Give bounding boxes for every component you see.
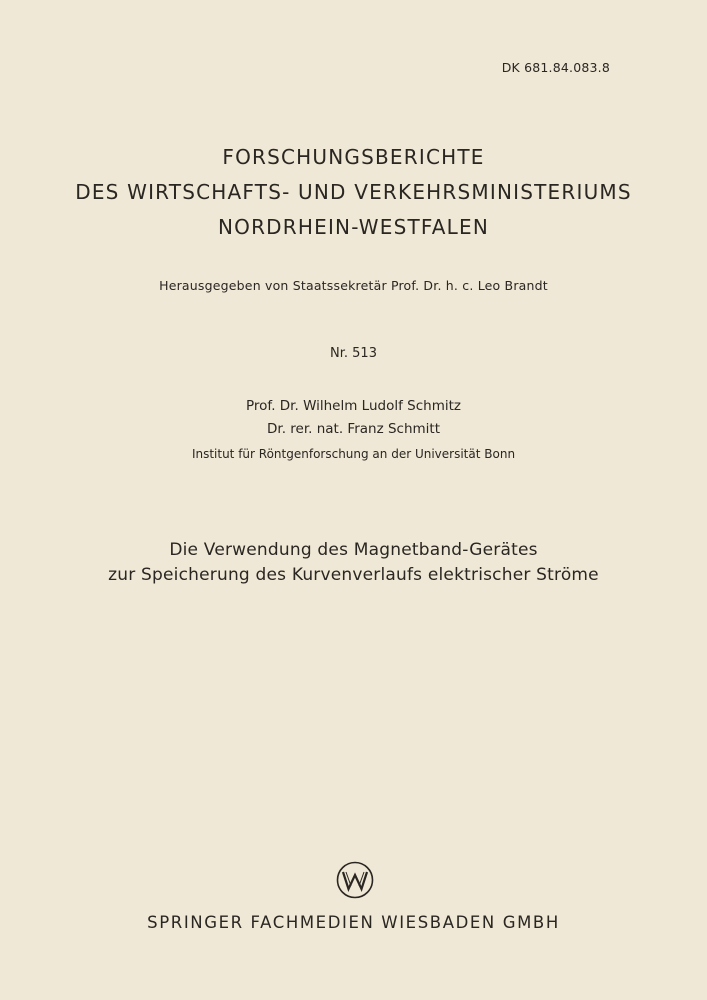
series-line-2: DES WIRTSCHAFTS- UND VERKEHRSMINISTERIUMS (75, 180, 632, 204)
report-number: Nr. 513 (330, 346, 377, 361)
series-line-3: NORDRHEIN-WESTFALEN (217, 215, 490, 239)
institute: Institut für Röntgenforschung an der Universität Bonn (191, 447, 516, 461)
publisher-emblem-icon (335, 860, 375, 900)
title-line-2: zur Speicherung des Kurvenverlaufs elektrischer Ströme (108, 565, 599, 585)
author-2: Dr. rer. nat. Franz Schmitt (266, 421, 441, 437)
document-title (0, 538, 707, 588)
editor-line: Herausgegeben von Staatssekretär Prof. Dr. h. c. Leo Brandt (159, 278, 548, 293)
publisher-name: SPRINGER FACHMEDIEN WIESBADEN GMBH (147, 913, 560, 932)
series-line-1: FORSCHUNGSBERICHTE (222, 145, 485, 169)
author-1: Prof. Dr. Wilhelm Ludolf Schmitz (246, 398, 461, 414)
authors (0, 395, 707, 441)
series-heading (0, 140, 707, 245)
title-line-1: Die Verwendung des Magnetband-Gerätes (169, 540, 538, 560)
classification-code: DK 681.84.083.8 (501, 60, 610, 75)
